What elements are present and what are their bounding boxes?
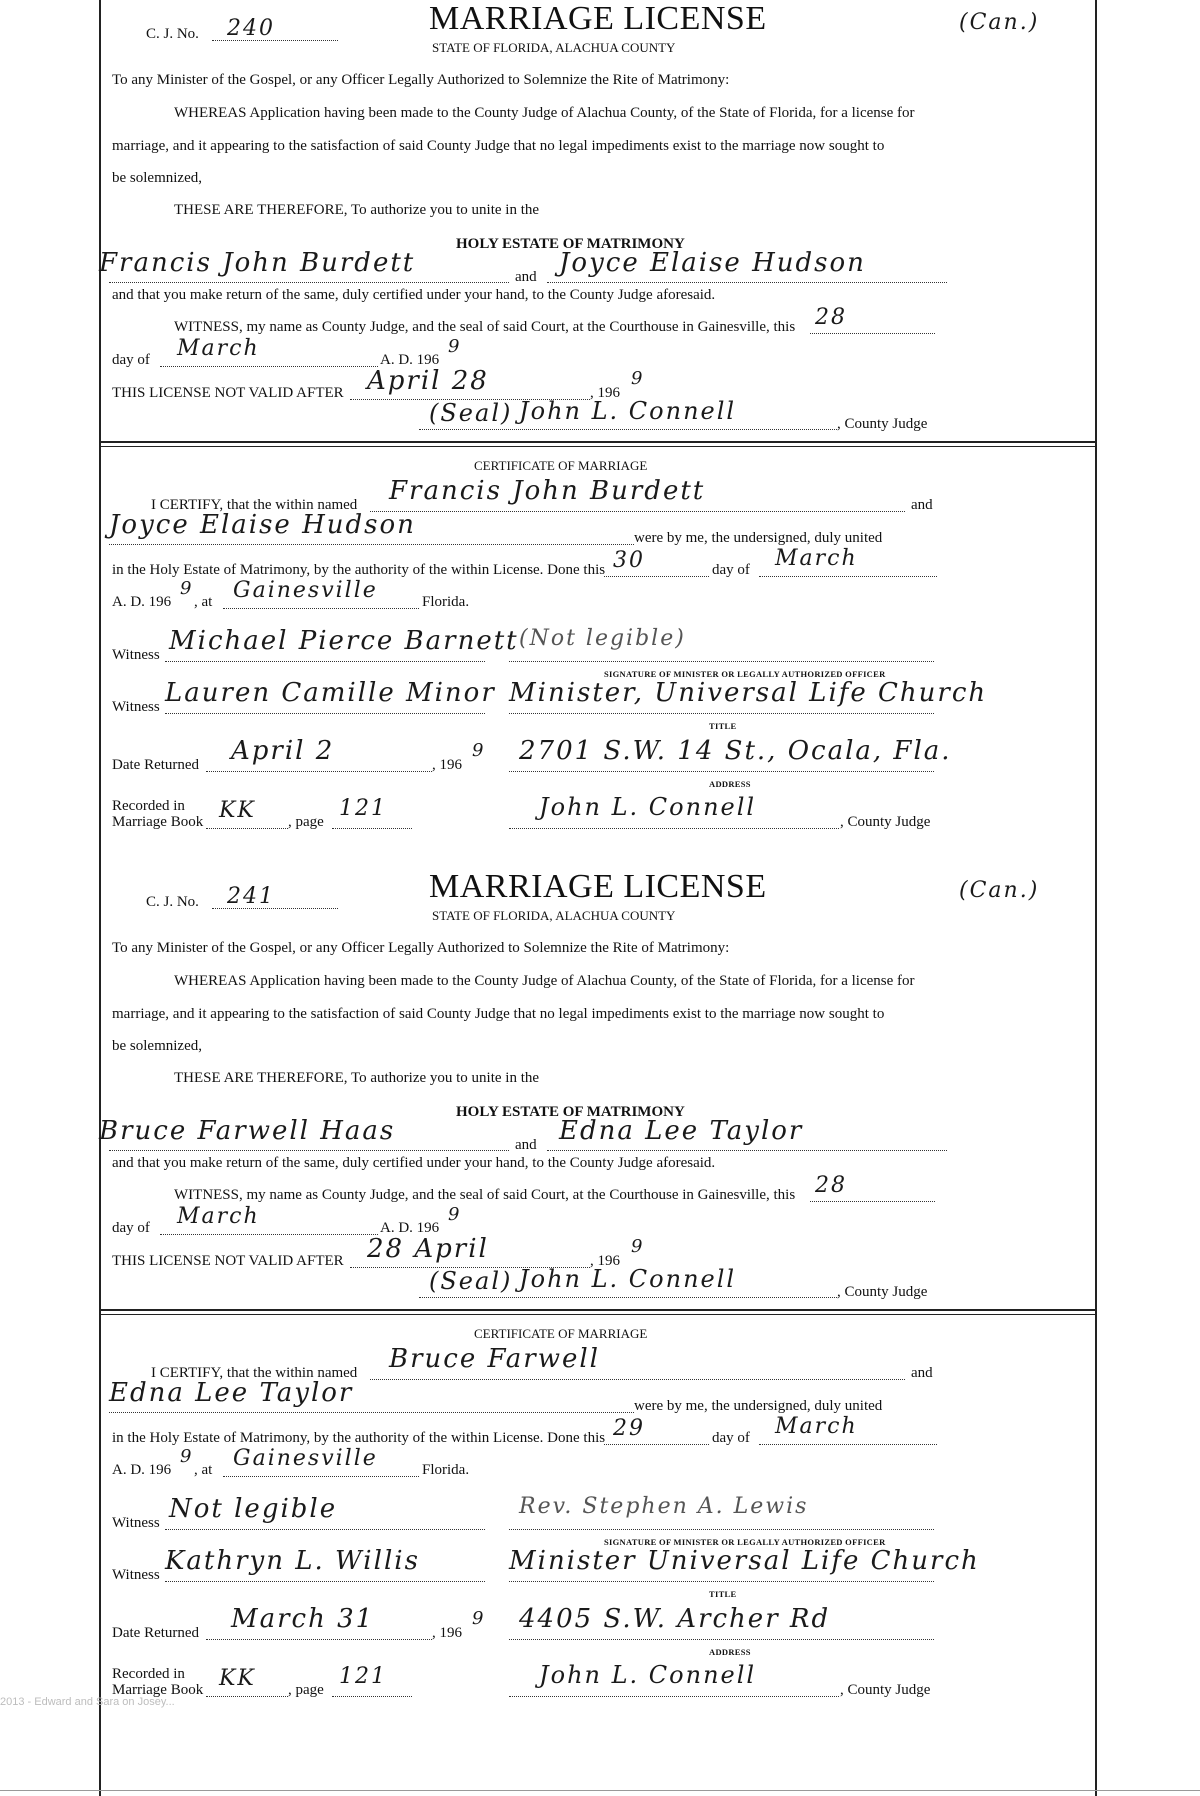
done-day: 29 xyxy=(613,1416,645,1441)
dotted-line xyxy=(206,771,432,772)
witness-label-2: Witness xyxy=(112,699,160,715)
return-text: and that you make return of the same, duly certified under your hand, to the County Judge aforesaid. xyxy=(112,1155,716,1171)
day-of-label: day of xyxy=(112,352,150,368)
dotted-line xyxy=(509,771,934,772)
page-label: , page xyxy=(288,1682,324,1698)
dotted-line xyxy=(160,1234,378,1235)
seal-mark: (Seal) xyxy=(429,399,513,427)
dotted-line xyxy=(109,1150,509,1151)
dotted-line xyxy=(206,828,288,829)
were-by-me-text: were by me, the undersigned, duly united xyxy=(634,1398,883,1414)
ad-label: A. D. 196 xyxy=(380,1220,440,1236)
county-judge-signature: John L. Connell xyxy=(519,1265,737,1293)
holy-estate-line: in the Holy Estate of Matrimony, by the authority of the within License. Done this xyxy=(112,1430,606,1446)
officer-title: Minister Universal Life Church xyxy=(509,1546,980,1576)
dotted-line xyxy=(509,1696,839,1697)
corner-note: (Can.) xyxy=(959,10,1040,35)
page-label: , page xyxy=(288,814,324,830)
date-returned-label: Date Returned xyxy=(112,757,200,773)
done-month: March xyxy=(775,1414,858,1439)
valid-year-label: , 196 xyxy=(590,1253,620,1269)
signature-caption: SIGNATURE OF MINISTER OR LEGALLY AUTHORIZED OFFICER xyxy=(604,1537,886,1547)
certified-groom-name: Francis John Burdett xyxy=(389,476,706,506)
county-judge-signature: John L. Connell xyxy=(519,397,737,425)
address-caption: ADDRESS xyxy=(709,1647,751,1657)
holy-estate-line: in the Holy Estate of Matrimony, by the authority of the within License. Done this xyxy=(112,562,606,578)
ad-label: A. D. 196 xyxy=(380,352,440,368)
done-year: 9 xyxy=(180,1446,194,1467)
done-year: 9 xyxy=(180,578,194,599)
dotted-line xyxy=(109,282,509,283)
intro-text: To any Minister of the Gospel, or any Officer Legally Authorized to Solemnize the Rite of Matrimony: xyxy=(112,72,730,88)
dotted-line xyxy=(370,511,905,512)
witness-2-name: Kathryn L. Willis xyxy=(165,1546,420,1576)
bride-name: Joyce Elaise Hudson xyxy=(559,248,866,278)
dotted-line xyxy=(206,1639,432,1640)
whereas-line-1: WHEREAS Application having been made to the County Judge of Alachua County, of the State of Florida, for a license for xyxy=(174,973,915,989)
license-title: MARRIAGE LICENSE xyxy=(429,868,767,905)
done-month: March xyxy=(775,546,858,571)
marriage-license-2 xyxy=(99,868,1097,1768)
witness-day: 28 xyxy=(815,305,847,330)
cj-number-value: 240 xyxy=(227,16,275,41)
dotted-line xyxy=(332,1696,412,1697)
dotted-line xyxy=(109,544,634,545)
certificate-heading: CERTIFICATE OF MARRIAGE xyxy=(474,458,648,473)
date-returned-value: April 2 xyxy=(231,736,335,766)
witness-2-name: Lauren Camille Minor xyxy=(165,678,496,708)
county-judge-label: , County Judge xyxy=(840,1682,931,1698)
dotted-line xyxy=(109,1412,634,1413)
witness-label-2: Witness xyxy=(112,1567,160,1583)
license-subtitle: STATE OF FLORIDA, ALACHUA COUNTY xyxy=(432,908,676,923)
dotted-line xyxy=(165,661,485,662)
florida-label: Florida. xyxy=(422,594,470,610)
and-label: and xyxy=(911,497,933,513)
date-returned-label: Date Returned xyxy=(112,1625,200,1641)
page-value: 121 xyxy=(339,796,387,821)
dotted-line xyxy=(419,1297,837,1298)
returned-year: 9 xyxy=(472,740,486,761)
dotted-line xyxy=(509,661,934,662)
section-divider xyxy=(99,1309,1097,1315)
were-by-me-text: were by me, the undersigned, duly united xyxy=(634,530,883,546)
whereas-line-3: be solemnized, xyxy=(112,1038,202,1054)
witness-day: 28 xyxy=(815,1173,847,1198)
witness-year: 9 xyxy=(448,1204,462,1225)
marriage-book-label: Marriage Book xyxy=(112,1682,204,1698)
witness-year: 9 xyxy=(448,336,462,357)
dotted-line xyxy=(223,1476,419,1477)
county-judge-label: , County Judge xyxy=(837,416,928,432)
witness-1-name: Michael Pierce Barnett xyxy=(169,626,519,656)
marriage-book-label: Marriage Book xyxy=(112,814,204,830)
witness-month: March xyxy=(177,336,260,361)
whereas-line-3: be solemnized, xyxy=(112,170,202,186)
valid-until-date: 28 April xyxy=(367,1234,489,1264)
cj-number-label: C. J. No. xyxy=(146,894,199,910)
bottom-edge-line xyxy=(0,1790,1200,1791)
title-caption: TITLE xyxy=(709,1589,737,1599)
witness-label-1: Witness xyxy=(112,647,160,663)
marriage-book-value: KK xyxy=(219,798,256,823)
seal-mark: (Seal) xyxy=(429,1267,513,1295)
officer-address: 2701 S.W. 14 St., Ocala, Fla. xyxy=(519,736,952,766)
i-certify-text: I CERTIFY, that the within named xyxy=(151,497,358,513)
dotted-line xyxy=(165,1581,485,1582)
dotted-line xyxy=(332,828,412,829)
groom-name: Francis John Burdett xyxy=(99,248,416,278)
marriage-book-value: KK xyxy=(219,1666,256,1691)
valid-until-date: April 28 xyxy=(367,366,489,396)
corner-note: (Can.) xyxy=(959,878,1040,903)
dotted-line xyxy=(604,1444,709,1445)
dotted-line xyxy=(160,366,378,367)
and-label: and xyxy=(515,1137,537,1153)
ad-label: A. D. 196 xyxy=(112,1462,172,1478)
groom-name: Bruce Farwell Haas xyxy=(99,1116,396,1146)
dotted-line xyxy=(206,1696,288,1697)
day-of-label: day of xyxy=(712,1430,750,1446)
dotted-line xyxy=(370,1379,905,1380)
marriage-place: Gainesville xyxy=(233,1446,378,1471)
cj-number-value: 241 xyxy=(227,884,275,909)
dotted-line xyxy=(810,333,935,334)
license-title: MARRIAGE LICENSE xyxy=(429,0,767,37)
florida-label: Florida. xyxy=(422,1462,470,1478)
officer-signature: Rev. Stephen A. Lewis xyxy=(519,1494,809,1519)
therefore-text: THESE ARE THEREFORE, To authorize you to unite in the xyxy=(174,1070,540,1086)
dotted-line xyxy=(509,828,839,829)
title-caption: TITLE xyxy=(709,721,737,731)
dotted-line xyxy=(604,576,709,577)
dotted-line xyxy=(547,1150,947,1151)
dotted-line xyxy=(759,1444,937,1445)
dotted-line xyxy=(165,713,485,714)
and-label: and xyxy=(911,1365,933,1381)
holy-estate-heading: HOLY ESTATE OF MATRIMONY xyxy=(456,236,685,252)
returned-year-label: , 196 xyxy=(432,757,462,773)
dotted-line xyxy=(165,1529,485,1530)
dotted-line xyxy=(419,429,837,430)
therefore-text: THESE ARE THEREFORE, To authorize you to unite in the xyxy=(174,202,540,218)
whereas-line-2: marriage, and it appearing to the satisfaction of said County Judge that no legal impediments exist to the marriage now sought to xyxy=(112,1006,885,1022)
valid-year: 9 xyxy=(631,1236,645,1257)
dotted-line xyxy=(759,576,937,577)
at-label: , at xyxy=(194,1462,213,1478)
not-valid-label: THIS LICENSE NOT VALID AFTER xyxy=(112,385,344,401)
returned-year-label: , 196 xyxy=(432,1625,462,1641)
dotted-line xyxy=(509,1581,934,1582)
section-divider xyxy=(99,441,1097,447)
day-of-label: day of xyxy=(712,562,750,578)
and-label: and xyxy=(515,269,537,285)
recording-judge-signature: John L. Connell xyxy=(539,793,757,821)
return-text: and that you make return of the same, duly certified under your hand, to the County Judge aforesaid. xyxy=(112,287,716,303)
valid-year-label: , 196 xyxy=(590,385,620,401)
ad-label: A. D. 196 xyxy=(112,594,172,610)
watermark-text: 2013 - Edward and Sara on Josey... xyxy=(0,1696,175,1708)
whereas-line-2: marriage, and it appearing to the satisfaction of said County Judge that no legal impediments exist to the marriage now sought to xyxy=(112,138,885,154)
officer-signature: (Not legible) xyxy=(519,626,686,651)
officer-address: 4405 S.W. Archer Rd xyxy=(519,1604,831,1634)
recorded-in-label: Recorded in xyxy=(112,798,185,814)
witness-clause: WITNESS, my name as County Judge, and the seal of said Court, at the Courthouse in Gainesville, this xyxy=(174,1187,796,1203)
witness-clause: WITNESS, my name as County Judge, and the seal of said Court, at the Courthouse in Gainesville, this xyxy=(174,319,796,335)
intro-text: To any Minister of the Gospel, or any Officer Legally Authorized to Solemnize the Rite of Matrimony: xyxy=(112,940,730,956)
dotted-line xyxy=(509,1639,934,1640)
witness-month: March xyxy=(177,1204,260,1229)
marriage-place: Gainesville xyxy=(233,578,378,603)
not-valid-label: THIS LICENSE NOT VALID AFTER xyxy=(112,1253,344,1269)
signature-caption: SIGNATURE OF MINISTER OR LEGALLY AUTHORIZED OFFICER xyxy=(604,669,886,679)
county-judge-label: , County Judge xyxy=(840,814,931,830)
valid-year: 9 xyxy=(631,368,645,389)
license-subtitle: STATE OF FLORIDA, ALACHUA COUNTY xyxy=(432,40,676,55)
dotted-line xyxy=(509,713,934,714)
dotted-line xyxy=(223,608,419,609)
dotted-line xyxy=(547,282,947,283)
holy-estate-heading: HOLY ESTATE OF MATRIMONY xyxy=(456,1104,685,1120)
certified-bride-name: Edna Lee Taylor xyxy=(109,1378,354,1408)
bride-name: Edna Lee Taylor xyxy=(559,1116,804,1146)
recording-judge-signature: John L. Connell xyxy=(539,1661,757,1689)
recorded-in-label: Recorded in xyxy=(112,1666,185,1682)
certified-groom-name: Bruce Farwell xyxy=(389,1344,600,1374)
certified-bride-name: Joyce Elaise Hudson xyxy=(109,510,416,540)
officer-title: Minister, Universal Life Church xyxy=(509,678,988,708)
date-returned-value: March 31 xyxy=(231,1604,375,1634)
page-value: 121 xyxy=(339,1664,387,1689)
done-day: 30 xyxy=(613,548,645,573)
i-certify-text: I CERTIFY, that the within named xyxy=(151,1365,358,1381)
at-label: , at xyxy=(194,594,213,610)
county-judge-label: , County Judge xyxy=(837,1284,928,1300)
returned-year: 9 xyxy=(472,1608,486,1629)
cj-number-label: C. J. No. xyxy=(146,26,199,42)
marriage-license-1 xyxy=(99,0,1097,868)
address-caption: ADDRESS xyxy=(709,779,751,789)
dotted-line xyxy=(509,1529,934,1530)
dotted-line xyxy=(810,1201,935,1202)
certificate-heading: CERTIFICATE OF MARRIAGE xyxy=(474,1326,648,1341)
whereas-line-1: WHEREAS Application having been made to the County Judge of Alachua County, of the State of Florida, for a license for xyxy=(174,105,915,121)
day-of-label: day of xyxy=(112,1220,150,1236)
witness-label-1: Witness xyxy=(112,1515,160,1531)
witness-1-name: Not legible xyxy=(169,1494,338,1524)
